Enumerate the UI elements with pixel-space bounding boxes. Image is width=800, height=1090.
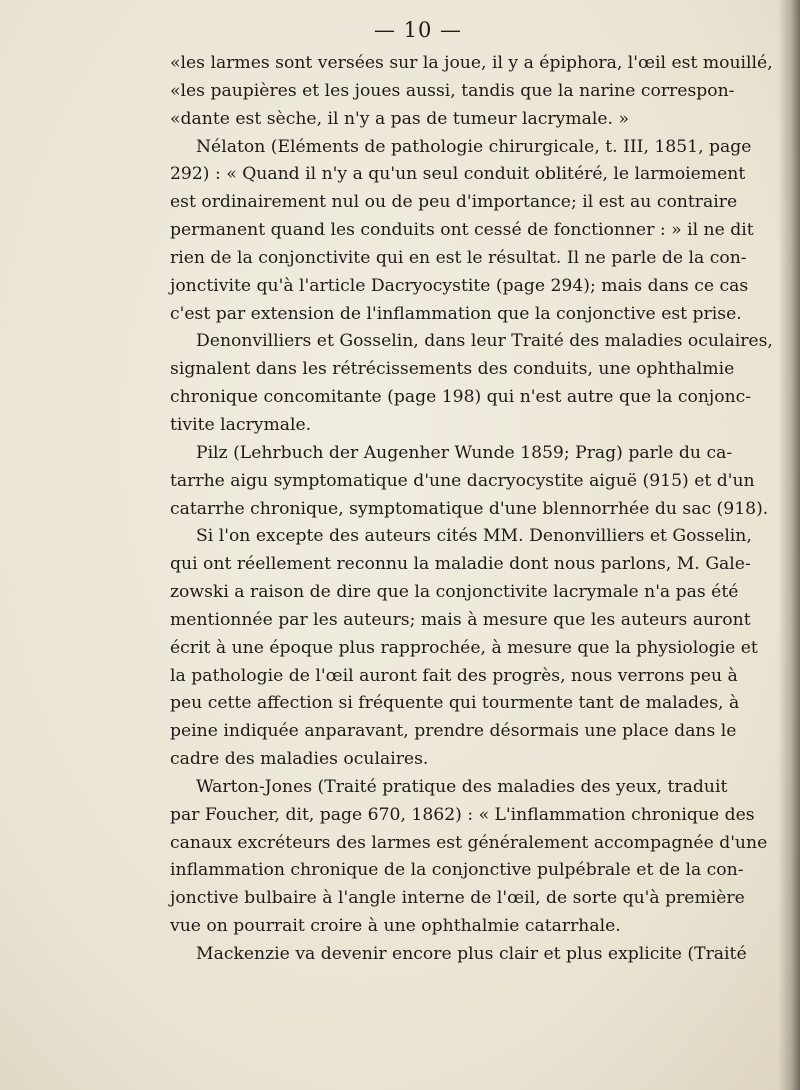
text-line: par Foucher, dit, page 670, 1862) : « L'inflammation chronique des [170,804,755,825]
text-line: Mackenzie va devenir encore plus clair et plus explicite (Traité [196,944,747,964]
text-line: écrit à une époque plus rapprochée, à mesure que la physiologie et [170,637,758,658]
text-line: «les larmes sont versées sur la joue, il y a épiphora, l'œil est mouillé, [170,53,773,73]
text-line: Warton-Jones (Traité pratique des maladies des yeux, traduit [196,776,728,797]
text-line: peine indiquée anparavant, prendre désormais une place dans le [170,721,737,742]
text-line: permanent quand les conduits ont cessé de fonctionner : » il ne dit [170,220,754,241]
text-line: tarrhe aigu symptomatique d'une dacryocystite aiguë (915) et d'un [170,470,755,491]
text-line: jonctivite qu'à l'article Dacryocystite (page 294); mais dans ce cas [170,275,749,296]
text-line: cadre des maladies oculaires. [170,749,429,770]
text-line: vue on pourrait croire à une ophthalmie catarrhale. [170,916,621,937]
text-line: est ordinairement nul ou de peu d'importance; il est au contraire [170,192,738,213]
text-line: catarrhe chronique, symptomatique d'une blennorrhée du sac (918). [170,498,769,519]
text-line: tivite lacrymale. [170,414,312,435]
text-line: inflammation chronique de la conjonctive pulpébrale et de la con- [170,860,744,881]
page-edge-shadow [778,0,800,1090]
text-line: «dante est sèche, il n'y a pas de tumeur lacrymale. » [170,108,629,129]
text-line: jonctive bulbaire à l'angle interne de l'œil, de sorte qu'à première [170,888,745,909]
text-line: Denonvilliers et Gosselin, dans leur Traité des maladies oculaires, [196,331,773,352]
text-line: 292) : « Quand il n'y a qu'un seul conduit oblitéré, le larmoiement [170,164,746,185]
page-number: — 10 — [373,18,463,42]
text-line: canaux excréteurs des larmes est généralement accompagnée d'une [170,832,768,853]
text-line: signalent dans les rétrécissements des conduits, une ophthalmie [170,359,735,380]
text-line: rien de la conjonctivite qui en est le résultat. Il ne parle de la con- [170,247,747,268]
text-line: peu cette affection si fréquente qui tourmente tant de malades, à [170,693,740,714]
text-line: zowski a raison de dire que la conjonctivite lacrymale n'a pas été [170,582,739,603]
text-line: Pilz (Lehrbuch der Augenher Wunde 1859; Prag) parle du ca- [196,442,733,463]
text-line: Nélaton (Eléments de pathologie chirurgicale, t. III, 1851, page [196,136,752,157]
body-text [170,50,773,969]
text-line: «les paupières et les joues aussi, tandis que la narine correspon- [170,80,735,101]
text-line: mentionnée par les auteurs; mais à mesure que les auteurs auront [170,609,751,630]
text-line: Si l'on excepte des auteurs cités MM. Denonvilliers et Gosselin, [196,526,752,547]
text-line: chronique concomitante (page 198) qui n'est autre que la conjonc- [170,387,752,408]
text-line: la pathologie de l'œil auront fait des progrès, nous verrons peu à [170,665,738,686]
text-line: c'est par extension de l'inflammation que la conjonctive est prise. [170,303,742,324]
text-line: qui ont réellement reconnu la maladie dont nous parlons, M. Gale- [170,554,751,575]
